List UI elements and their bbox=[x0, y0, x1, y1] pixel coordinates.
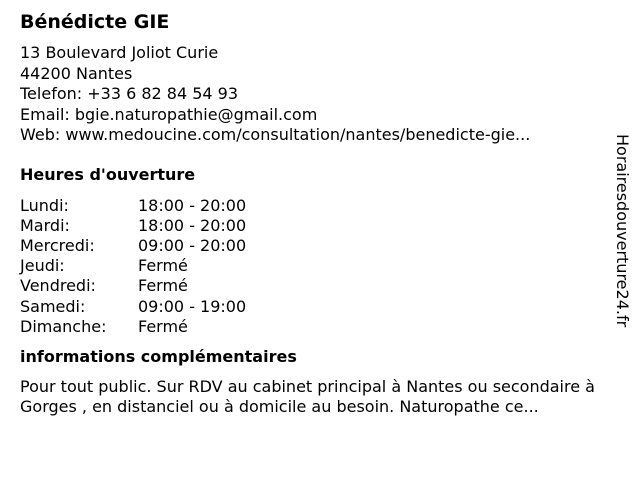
info-description: Pour tout public. Sur RDV au cabinet principal à Nantes ou secondaire à Gorges , en distanciel ou à domicile au besoin. Naturopathe ce... bbox=[20, 376, 595, 417]
day-hours: 18:00 - 20:00 bbox=[138, 195, 247, 215]
address-street: 13 Boulevard Joliot Curie bbox=[20, 43, 219, 62]
day-label: Vendredi: bbox=[20, 276, 96, 296]
hours-row-tuesday bbox=[20, 216, 246, 236]
day-hours: Fermé bbox=[138, 316, 188, 336]
site-watermark: Horairesdouverture24.fr bbox=[613, 134, 632, 328]
hours-table bbox=[20, 196, 246, 337]
business-name: Bénédicte GIE bbox=[20, 11, 170, 33]
day-label: Lundi: bbox=[20, 195, 69, 215]
day-hours: Fermé bbox=[138, 276, 188, 296]
hours-row-thursday bbox=[20, 256, 246, 276]
hours-row-monday bbox=[20, 196, 246, 216]
day-hours: 09:00 - 19:00 bbox=[138, 296, 247, 316]
day-label: Samedi: bbox=[20, 296, 86, 316]
address-city: 44200 Nantes bbox=[20, 63, 133, 83]
hours-row-sunday bbox=[20, 317, 246, 337]
hours-heading: Heures d'ouverture bbox=[20, 164, 196, 184]
info-heading: informations complémentaires bbox=[20, 346, 297, 366]
day-label: Dimanche: bbox=[20, 316, 107, 336]
day-label: Jeudi: bbox=[20, 256, 65, 276]
day-hours: 18:00 - 20:00 bbox=[138, 215, 247, 235]
hours-row-saturday bbox=[20, 297, 246, 317]
web-line: Web: www.medoucine.com/consultation/nantes/benedicte-gie... bbox=[20, 125, 531, 144]
business-card bbox=[20, 10, 610, 418]
phone-line: Telefon: +33 6 82 84 54 93 bbox=[20, 84, 239, 103]
email-line: Email: bgie.naturopathie@gmail.com bbox=[20, 104, 318, 124]
hours-row-friday bbox=[20, 276, 246, 296]
day-label: Mercredi: bbox=[20, 235, 95, 255]
day-hours: Fermé bbox=[138, 256, 188, 276]
day-label: Mardi: bbox=[20, 215, 70, 235]
hours-row-wednesday bbox=[20, 236, 246, 256]
day-hours: 09:00 - 20:00 bbox=[138, 235, 247, 255]
